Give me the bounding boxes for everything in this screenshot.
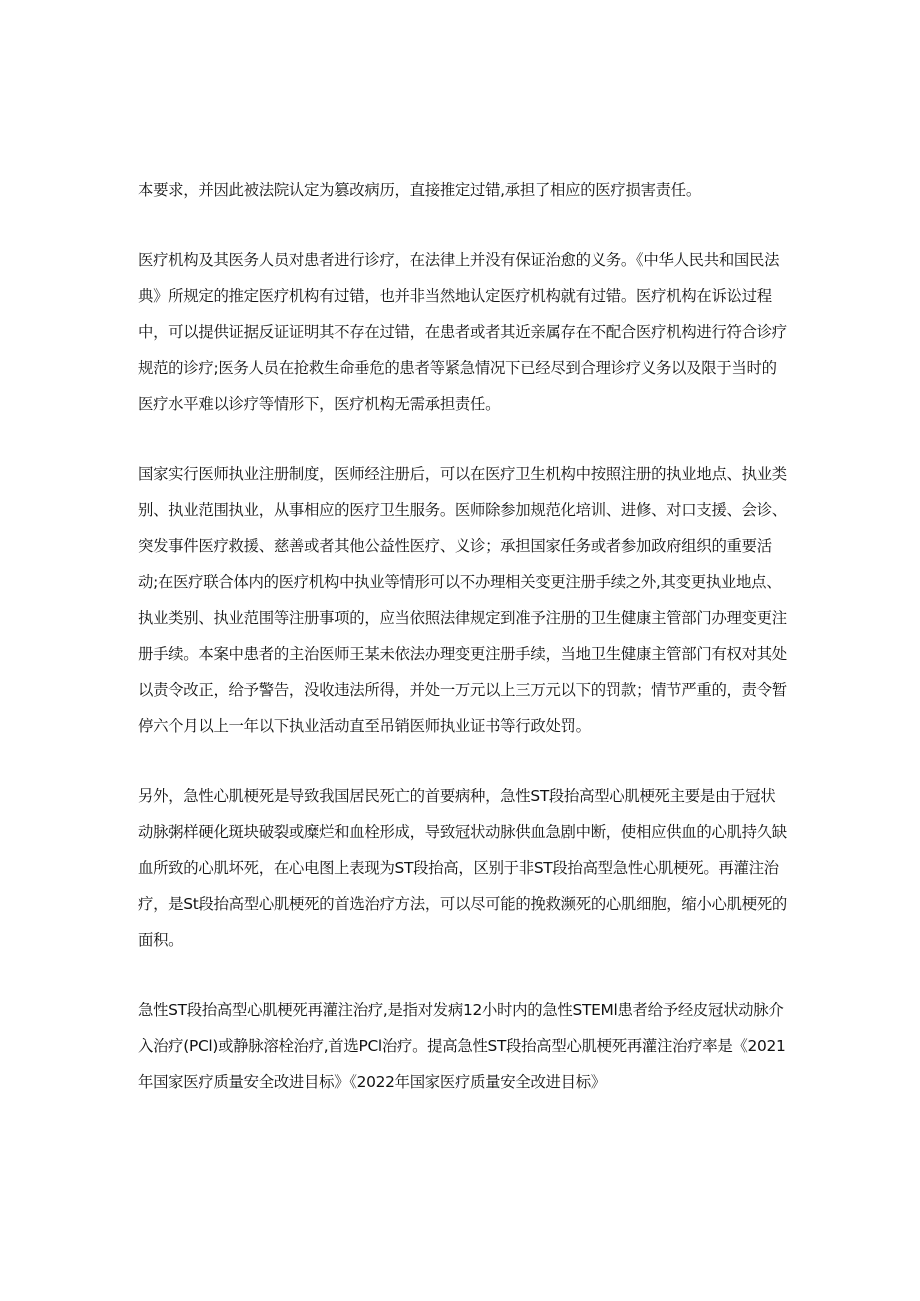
paragraph-3: 国家实行医师执业注册制度，医师经注册后，可以在医疗卫生机构中按照注册的执业地点、执业类别、执业范围执业，从事相应的医疗卫生服务。医师除参加规范化培训、进修、对口支援、会诊、突发事件医疗救援、慈善或者其他公益性医疗、义诊；承担国家任务或者参加政府组织的重要活动;在医疗联合体内的医疗机构中执业等情形可以不办理相关变更注册手续之外,其变更执业地点、执业类别、执业范围等注册事项的，应当依照法律规定到准予注册的卫生健康主管部门办理变更注册手续。本案中患者的主治医师王某未依法办理变更注册手续，当地卫生健康主管部门有权对其处以责令改正，给予警告，没收违法所得，并处一万元以上三万元以下的罚款；情节严重的，责令暂停六个月以上一年以下执业活动直至吊销医师执业证书等行政处罚。 xyxy=(138,465,787,735)
paragraph-2: 医疗机构及其医务人员对患者进行诊疗，在法律上并没有保证治愈的义务。《中华人民共和国民法典》所规定的推定医疗机构有过错，也并非当然地认定医疗机构就有过错。医疗机构在诉讼过程中，可以提供证据反证证明其不存在过错，在患者或者其近亲属存在不配合医疗机构进行符合诊疗规范的诊疗;医务人员在抢救生命垂危的患者等紧急情况下已经尽到合理诊疗义务以及限于当时的医疗水平难以诊疗等情形下，医疗机构无需承担责任。 xyxy=(138,251,787,413)
paragraph-4: 另外，急性心肌梗死是导致我国居民死亡的首要病种，急性ST段抬高型心肌梗死主要是由于冠状动脉粥样硬化斑块破裂或糜烂和血栓形成，导致冠状动脉供血急剧中断，使相应供血的心肌持久缺血所致的心肌坏死，在心电图上表现为ST段抬高，区别于非ST段抬高型急性心肌梗死。再灌注治疗，是St段抬高型心肌梗死的首选治疗方法，可以尽可能的挽救濒死的心肌细胞，缩小心肌梗死的面积。 xyxy=(138,787,788,949)
paragraph-1: 本要求，并因此被法院认定为篡改病历，直接推定过错,承担了相应的医疗损害责任。 xyxy=(138,181,701,199)
document-body xyxy=(138,172,790,1100)
paragraph-5: 急性ST段抬高型心肌梗死再灌注治疗,是指对发病12小时内的急性STEMl患者给予经皮冠状动脉介入治疗(PCl)或静脉溶栓治疗,首选PCl治疗。提高急性ST段抬高型心肌梗死再灌注治疗率是《2021年国家医疗质量安全改进目标》《2022年国家医疗质量安全改进目标》 xyxy=(138,1001,786,1091)
